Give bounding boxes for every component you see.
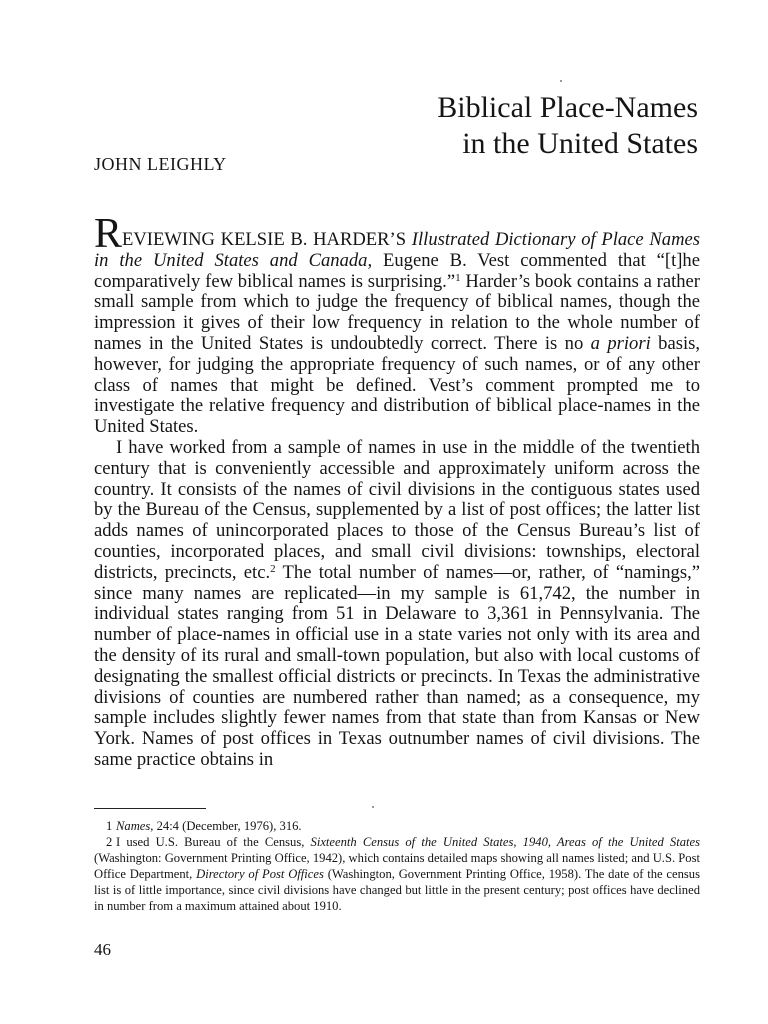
drop-cap: R [94,211,123,257]
footnote-2-text-a: I used U.S. Bureau of the Census, [116,835,305,849]
p2-text-a: I have worked from a sample of names in use in the middle of the twentieth century that is conveniently accessible and approximately uniform across the country. It consists of the names of civil divisions in the contiguous states used by the Bureau of the Census, supplemented by a list of post offices; the latter list adds names of unincorporated places to those of the Census Bureau’s list of counties, incorporated places, and small civil divisions: townships, electoral districts, precincts, etc. [94,436,700,583]
title-line-1: Biblical Place-Names [437,91,698,124]
footnote-1-number: 1 [106,819,113,833]
page-number: 46 [94,940,111,959]
footnote-1-italic: Names, [116,819,154,833]
article-title [278,90,698,162]
footnote-2-text-c: (Washington, Government Printing Office, 1958). The date of the census list is of little importance, since civil divisions have changed but little in the present century; post offices have declined in number from a maximum attained about 1910. [94,867,700,913]
paragraph-1 [94,211,701,438]
footnote-1 [94,818,700,834]
footnote-2-text-b: (Washington: Government Printing Office, 1942), which contains detailed maps showing all names listed; and U.S. Post Office Department, [94,851,700,881]
title-line-2: in the United States [462,127,698,160]
article-body [94,211,701,771]
p1-text-b: Harder’s book contains a rather small sample from which to judge the frequency of biblical names, though the impression it gives of their low frequency in relation to the whole number of names in the United States is undoubtedly correct. There is no [94,270,700,354]
scan-speck [560,80,562,82]
italic-a-priori: a priori [590,332,651,354]
small-caps-lead: EVIEWING KELSIE B. HARDER’S [122,229,407,250]
footnote-2-italic-a: Sixteenth Census of the United States, 1940, Areas of the United States [310,835,700,849]
p2-text-b: The total number of names—or, rather, of “namings,” since many names are replicated—in my sample is 61,742, the number in individual states ranging from 51 in Delaware to 3,361 in Pennsylvania. The number of place-names in official use in a state varies not only with its area and the density of its rural and small-town population, but also with local customs of designating the smallest official districts or precincts. In Texas the administrative divisions of counties are numbered rather than named; as a consequence, my sample includes slightly fewer names from that state than from Kansas or New York. Names of post offices in Texas outnumber names of civil divisions. The same practice obtains in [94,561,700,770]
footnote-2-number: 2 [106,835,113,849]
footnote-divider [94,808,206,809]
paragraph-2 [94,438,700,771]
author-name: JOHN LEIGHLY [94,154,227,174]
p1-text-c: basis, however, for judging the appropriate frequency of such names, or of any other class of names that might be defined. Vest’s comment prompted me to investigate the relative frequency and distribution of biblical place-names in the United States. [94,332,701,438]
book-title: Illustrated Dictionary of Place Names in the United States and Canada, [94,229,700,271]
p1-text-a: Eugene B. Vest commented that “[t]he comparatively few biblical names is surprising.” [94,249,700,292]
scan-speck [372,806,374,808]
footnote-1-text: 24:4 (December, 1976), 316. [156,819,302,833]
footnote-ref-1[interactable]: 1 [455,271,461,284]
footnote-2-italic-b: Directory of Post Offices [196,867,324,881]
footnote-2 [94,834,700,914]
footnote-ref-2[interactable]: 2 [270,562,276,575]
footnotes [94,818,700,914]
